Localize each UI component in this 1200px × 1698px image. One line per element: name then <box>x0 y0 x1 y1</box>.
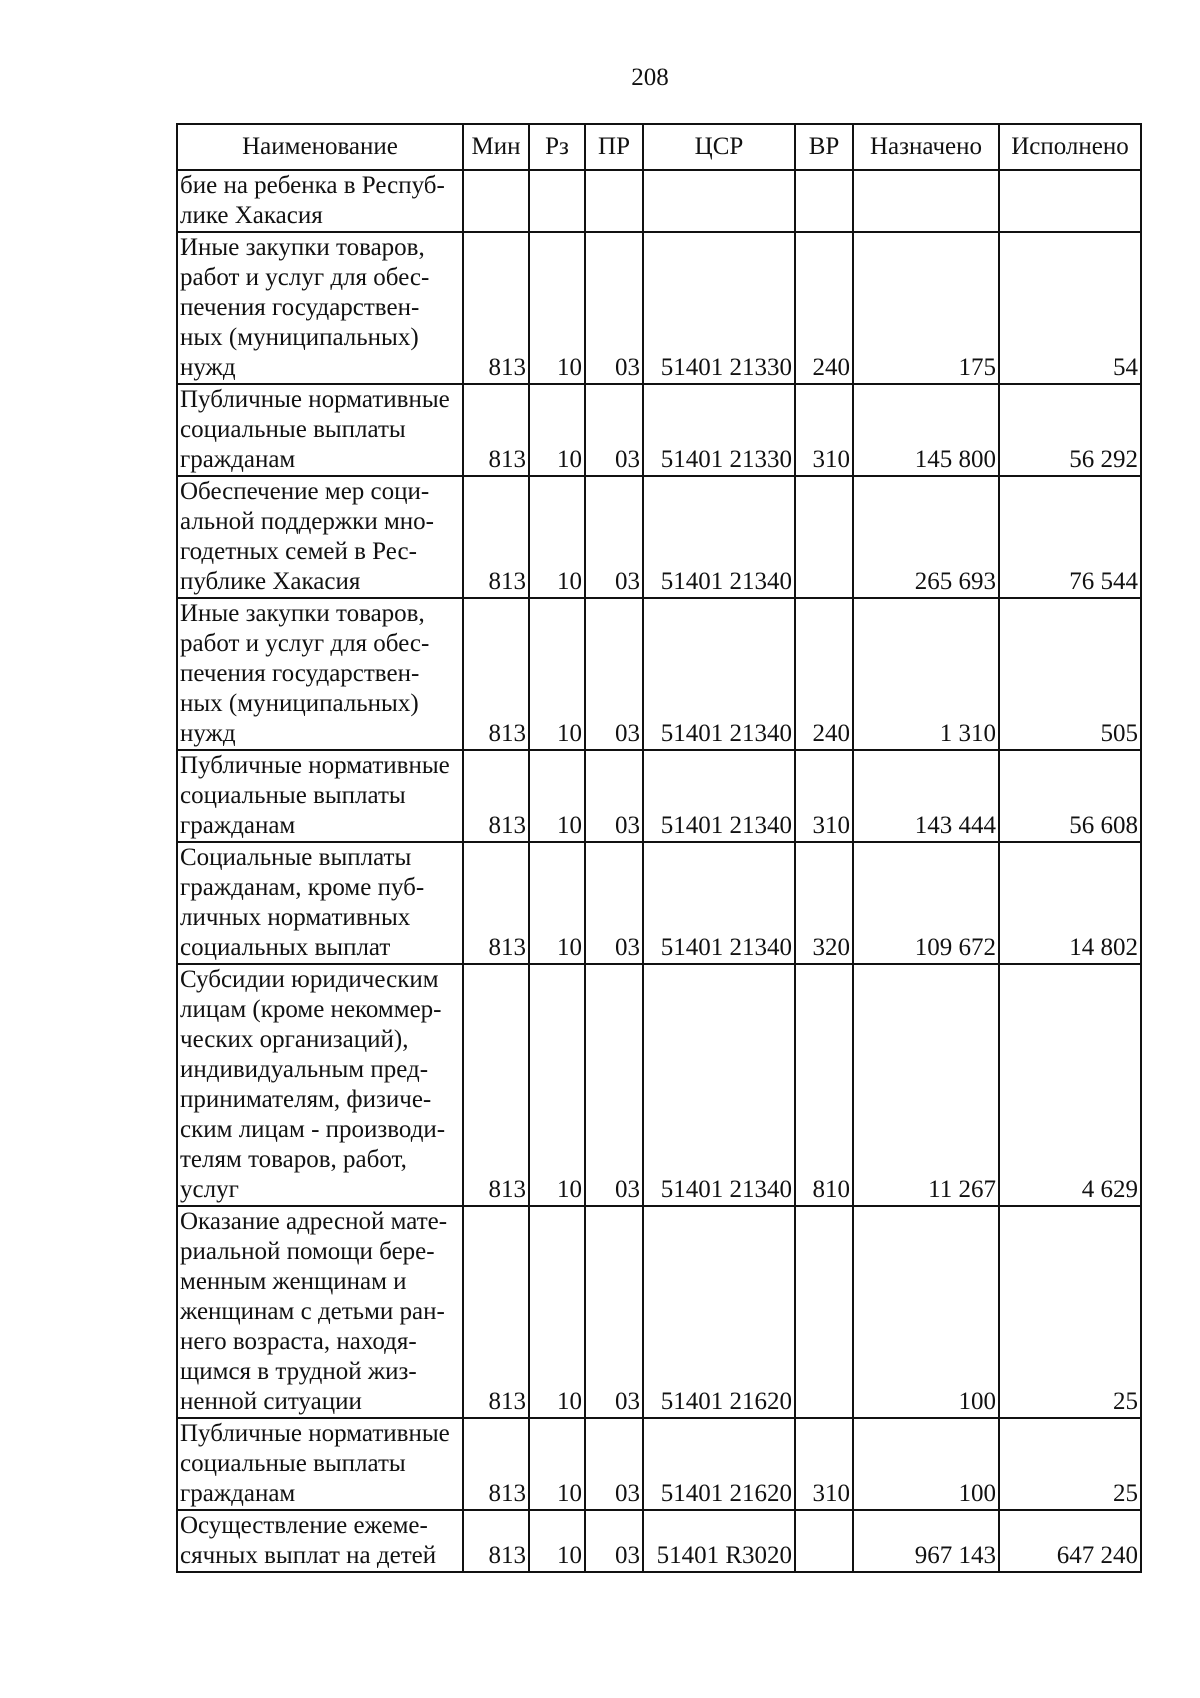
header-vr: ВР <box>795 124 853 170</box>
cell-min: 813 <box>463 1206 529 1418</box>
table-row <box>177 598 1141 750</box>
cell-executed: 14 802 <box>999 842 1141 964</box>
cell-min: 813 <box>463 476 529 598</box>
cell-name: Иные закупки товаров, работ и услуг для обес- печения государствен- ных (муниципальных) нужд <box>177 598 463 750</box>
page-number: 208 <box>631 64 669 91</box>
cell-executed: 56 292 <box>999 384 1141 476</box>
cell-min <box>463 170 529 232</box>
cell-name: Оказание адресной мате- риальной помощи бере- менным женщинам и женщинам с детьми ран- него возраста, находя- щимся в трудной жиз- ненной ситуации <box>177 1206 463 1418</box>
cell-rz: 10 <box>529 476 585 598</box>
cell-assigned: 145 800 <box>853 384 999 476</box>
budget-table <box>176 123 1142 1573</box>
cell-rz: 10 <box>529 842 585 964</box>
cell-assigned: 175 <box>853 232 999 384</box>
cell-vr: 240 <box>795 232 853 384</box>
cell-executed: 505 <box>999 598 1141 750</box>
cell-csr: 51401 21620 <box>643 1206 795 1418</box>
cell-pr: 03 <box>585 1206 643 1418</box>
cell-assigned: 109 672 <box>853 842 999 964</box>
cell-vr: 240 <box>795 598 853 750</box>
cell-rz: 10 <box>529 750 585 842</box>
cell-name: Социальные выплаты гражданам, кроме пуб- личных нормативных социальных выплат <box>177 842 463 964</box>
cell-pr: 03 <box>585 1418 643 1510</box>
cell-name: Субсидии юридическим лицам (кроме некоммер- ческих организаций), индивидуальным пред- принимателям, физиче- ским лицам - производи- телям товаров, работ, услуг <box>177 964 463 1206</box>
table-header-row <box>177 124 1141 170</box>
cell-name: Осуществление ежеме- сячных выплат на детей <box>177 1510 463 1572</box>
table-row <box>177 476 1141 598</box>
cell-executed: 25 <box>999 1418 1141 1510</box>
cell-vr: 320 <box>795 842 853 964</box>
cell-vr: 310 <box>795 1418 853 1510</box>
header-csr: ЦСР <box>643 124 795 170</box>
cell-csr: 51401 21330 <box>643 232 795 384</box>
cell-min: 813 <box>463 598 529 750</box>
cell-name: бие на ребенка в Респуб- лике Хакасия <box>177 170 463 232</box>
cell-csr: 51401 21330 <box>643 384 795 476</box>
cell-pr <box>585 170 643 232</box>
cell-name: Публичные нормативные социальные выплаты гражданам <box>177 1418 463 1510</box>
cell-min: 813 <box>463 384 529 476</box>
cell-rz: 10 <box>529 598 585 750</box>
cell-pr: 03 <box>585 232 643 384</box>
table-row <box>177 750 1141 842</box>
cell-vr <box>795 1206 853 1418</box>
cell-rz: 10 <box>529 1510 585 1572</box>
cell-rz: 10 <box>529 1418 585 1510</box>
header-name: Наименование <box>177 124 463 170</box>
cell-assigned: 100 <box>853 1418 999 1510</box>
cell-min: 813 <box>463 232 529 384</box>
cell-assigned: 11 267 <box>853 964 999 1206</box>
cell-name: Публичные нормативные социальные выплаты гражданам <box>177 384 463 476</box>
cell-pr: 03 <box>585 476 643 598</box>
cell-pr: 03 <box>585 750 643 842</box>
cell-vr: 310 <box>795 384 853 476</box>
cell-rz: 10 <box>529 964 585 1206</box>
table-row <box>177 964 1141 1206</box>
cell-pr: 03 <box>585 598 643 750</box>
cell-assigned <box>853 170 999 232</box>
header-min: Мин <box>463 124 529 170</box>
cell-rz: 10 <box>529 1206 585 1418</box>
cell-executed: 76 544 <box>999 476 1141 598</box>
header-executed: Исполнено <box>999 124 1141 170</box>
cell-executed: 4 629 <box>999 964 1141 1206</box>
cell-min: 813 <box>463 1418 529 1510</box>
table-row <box>177 1418 1141 1510</box>
cell-csr: 51401 21340 <box>643 964 795 1206</box>
cell-pr: 03 <box>585 964 643 1206</box>
cell-vr <box>795 476 853 598</box>
table-row <box>177 384 1141 476</box>
table-row <box>177 170 1141 232</box>
cell-name: Обеспечение мер соци- альной поддержки мно- годетных семей в Рес- публике Хакасия <box>177 476 463 598</box>
cell-vr <box>795 170 853 232</box>
cell-pr: 03 <box>585 1510 643 1572</box>
header-pr: ПР <box>585 124 643 170</box>
cell-assigned: 143 444 <box>853 750 999 842</box>
cell-executed: 647 240 <box>999 1510 1141 1572</box>
cell-csr: 51401 21340 <box>643 598 795 750</box>
cell-rz: 10 <box>529 384 585 476</box>
cell-rz <box>529 170 585 232</box>
header-assigned: Назначено <box>853 124 999 170</box>
cell-pr: 03 <box>585 384 643 476</box>
cell-vr: 810 <box>795 964 853 1206</box>
cell-csr: 51401 21340 <box>643 476 795 598</box>
cell-executed: 54 <box>999 232 1141 384</box>
table-row <box>177 1206 1141 1418</box>
cell-rz: 10 <box>529 232 585 384</box>
cell-min: 813 <box>463 1510 529 1572</box>
cell-csr: 51401 21620 <box>643 1418 795 1510</box>
cell-min: 813 <box>463 964 529 1206</box>
table-body <box>177 170 1141 1572</box>
table-row <box>177 1510 1141 1572</box>
cell-min: 813 <box>463 750 529 842</box>
table-row <box>177 842 1141 964</box>
cell-csr: 51401 21340 <box>643 842 795 964</box>
cell-executed: 25 <box>999 1206 1141 1418</box>
header-rz: Рз <box>529 124 585 170</box>
cell-name: Публичные нормативные социальные выплаты гражданам <box>177 750 463 842</box>
cell-assigned: 265 693 <box>853 476 999 598</box>
cell-csr: 51401 R3020 <box>643 1510 795 1572</box>
cell-executed <box>999 170 1141 232</box>
cell-name: Иные закупки товаров, работ и услуг для обес- печения государствен- ных (муниципальных) нужд <box>177 232 463 384</box>
cell-assigned: 100 <box>853 1206 999 1418</box>
cell-csr: 51401 21340 <box>643 750 795 842</box>
cell-executed: 56 608 <box>999 750 1141 842</box>
cell-assigned: 967 143 <box>853 1510 999 1572</box>
cell-vr: 310 <box>795 750 853 842</box>
cell-vr <box>795 1510 853 1572</box>
cell-csr <box>643 170 795 232</box>
cell-pr: 03 <box>585 842 643 964</box>
cell-assigned: 1 310 <box>853 598 999 750</box>
table-row <box>177 232 1141 384</box>
cell-min: 813 <box>463 842 529 964</box>
